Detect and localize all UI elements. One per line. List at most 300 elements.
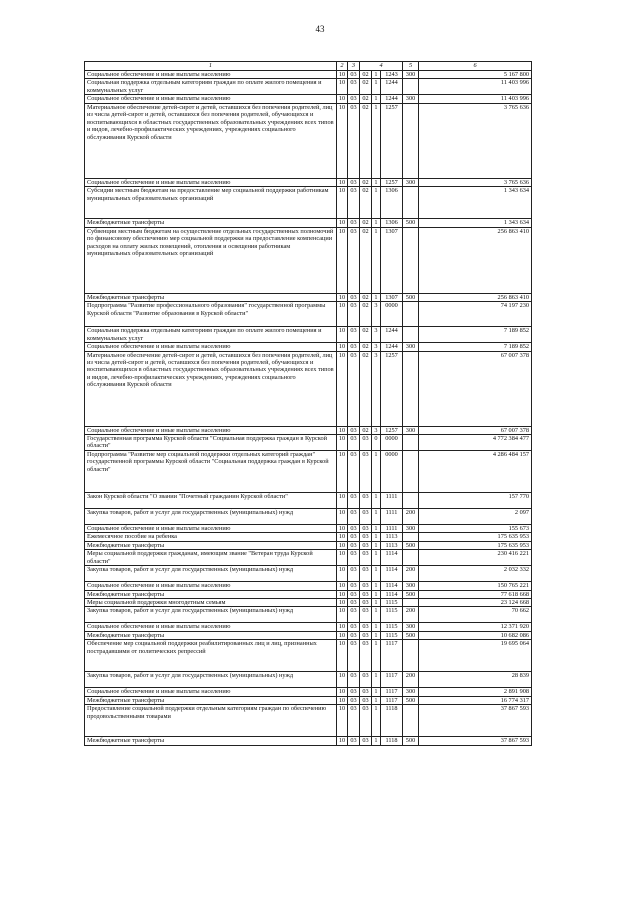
- row-subsection-cell: 03: [348, 737, 360, 745]
- row-program-cell: 02: [360, 327, 372, 343]
- row-subprogram-cell: 1: [372, 293, 381, 301]
- row-amount-cell: 10 682 086: [419, 631, 532, 639]
- row-subsection-cell: 03: [348, 705, 360, 737]
- table-row: [85, 524, 532, 532]
- row-program-cell: 03: [360, 705, 372, 737]
- row-amount-cell: 74 197 230: [419, 302, 532, 327]
- row-subsection-cell: 03: [348, 492, 360, 508]
- row-program-cell: 03: [360, 623, 372, 631]
- row-program-cell: 02: [360, 293, 372, 301]
- row-expense-type-cell: [403, 79, 419, 95]
- row-section-cell: 10: [337, 672, 348, 688]
- row-subsection-cell: 03: [348, 631, 360, 639]
- row-section-cell: 10: [337, 450, 348, 492]
- row-expense-type-cell: 300: [403, 623, 419, 631]
- row-name-cell: Закупка товаров, работ и услуг для государственных (муниципальных) нужд: [85, 672, 337, 688]
- row-direction-cell: 1114: [381, 590, 403, 598]
- row-section-cell: 10: [337, 95, 348, 103]
- row-direction-cell: 0000: [381, 450, 403, 492]
- row-subsection-cell: 03: [348, 71, 360, 79]
- row-subprogram-cell: 1: [372, 533, 381, 541]
- row-subprogram-cell: 1: [372, 187, 381, 219]
- row-section-cell: 10: [337, 219, 348, 227]
- row-subsection-cell: 03: [348, 566, 360, 582]
- row-program-cell: 03: [360, 450, 372, 492]
- row-expense-type-cell: 500: [403, 219, 419, 227]
- row-subprogram-cell: 1: [372, 705, 381, 737]
- row-subprogram-cell: 1: [372, 672, 381, 688]
- row-amount-cell: 11 403 996: [419, 79, 532, 95]
- row-subprogram-cell: 3: [372, 426, 381, 434]
- row-amount-cell: 5 167 800: [419, 71, 532, 79]
- row-name-cell: Предоставление социальной поддержки отдельным категориям граждан по обеспечению продовольственными товарами: [85, 705, 337, 737]
- table-row: [85, 590, 532, 598]
- row-name-cell: Меры социальной поддержки многодетным семьям: [85, 599, 337, 607]
- row-section-cell: 10: [337, 351, 348, 426]
- row-direction-cell: 1118: [381, 737, 403, 745]
- table-row: [85, 178, 532, 186]
- row-amount-cell: 175 635 953: [419, 533, 532, 541]
- row-amount-cell: 2 032 332: [419, 566, 532, 582]
- row-name-cell: Межбюджетные трансферты: [85, 737, 337, 745]
- row-direction-cell: 1117: [381, 688, 403, 696]
- row-program-cell: 03: [360, 541, 372, 549]
- row-subsection-cell: 03: [348, 623, 360, 631]
- row-name-cell: Межбюджетные трансферты: [85, 631, 337, 639]
- row-subprogram-cell: 1: [372, 178, 381, 186]
- row-subsection-cell: 03: [348, 607, 360, 623]
- row-program-cell: 03: [360, 640, 372, 672]
- row-name-cell: Закупка товаров, работ и услуг для государственных (муниципальных) нужд: [85, 508, 337, 524]
- row-subprogram-cell: 3: [372, 327, 381, 343]
- header-cell-name: 1: [85, 62, 337, 71]
- table-row: [85, 103, 532, 178]
- row-name-cell: Субвенции местным бюджетам на осуществление отдельных государственных полномочий по финансовому обеспечению мер социальной поддержки на предоставление компенсации расходов на оплату жилых помещений, отопления и освещения работникам муниципальных образовательных организаций: [85, 227, 337, 293]
- row-amount-cell: 28 839: [419, 672, 532, 688]
- header-cell-subsection: 3: [348, 62, 360, 71]
- row-name-cell: Социальное обеспечение и иные выплаты населению: [85, 524, 337, 532]
- row-expense-type-cell: 200: [403, 672, 419, 688]
- row-subsection-cell: 03: [348, 524, 360, 532]
- table-row: [85, 426, 532, 434]
- row-name-cell: Подпрограмма "Развитие мер социальной поддержки отдельных категорий граждан" государственной программы Курской области "Социальная поддержка граждан в Курской области": [85, 450, 337, 492]
- row-expense-type-cell: [403, 640, 419, 672]
- row-subsection-cell: 03: [348, 178, 360, 186]
- row-program-cell: 02: [360, 103, 372, 178]
- row-amount-cell: 37 867 593: [419, 737, 532, 745]
- table-row: [85, 541, 532, 549]
- row-name-cell: Социальное обеспечение и иные выплаты населению: [85, 426, 337, 434]
- row-name-cell: Закупка товаров, работ и услуг для государственных (муниципальных) нужд: [85, 566, 337, 582]
- row-expense-type-cell: [403, 705, 419, 737]
- row-program-cell: 03: [360, 582, 372, 590]
- row-amount-cell: 3 765 636: [419, 103, 532, 178]
- row-name-cell: Межбюджетные трансферты: [85, 696, 337, 704]
- row-direction-cell: 0000: [381, 434, 403, 450]
- table-row: [85, 327, 532, 343]
- row-subsection-cell: 03: [348, 582, 360, 590]
- row-amount-cell: 12 371 920: [419, 623, 532, 631]
- row-subprogram-cell: 1: [372, 550, 381, 566]
- row-expense-type-cell: 500: [403, 590, 419, 598]
- row-subprogram-cell: 3: [372, 351, 381, 426]
- row-direction-cell: 1115: [381, 623, 403, 631]
- row-program-cell: 03: [360, 631, 372, 639]
- row-amount-cell: 2 097: [419, 508, 532, 524]
- row-expense-type-cell: [403, 302, 419, 327]
- row-subprogram-cell: 0: [372, 434, 381, 450]
- row-name-cell: Социальное обеспечение и иные выплаты населению: [85, 688, 337, 696]
- table-row: [85, 187, 532, 219]
- row-amount-cell: 175 635 953: [419, 541, 532, 549]
- row-section-cell: 10: [337, 607, 348, 623]
- row-subsection-cell: 03: [348, 672, 360, 688]
- table-row: [85, 508, 532, 524]
- table-row: [85, 672, 532, 688]
- row-section-cell: 10: [337, 533, 348, 541]
- row-subsection-cell: 03: [348, 434, 360, 450]
- row-program-cell: 03: [360, 599, 372, 607]
- row-expense-type-cell: 300: [403, 343, 419, 351]
- row-expense-type-cell: [403, 227, 419, 293]
- row-amount-cell: 23 124 668: [419, 599, 532, 607]
- row-name-cell: Закупка товаров, работ и услуг для государственных (муниципальных) нужд: [85, 607, 337, 623]
- row-expense-type-cell: 500: [403, 737, 419, 745]
- row-amount-cell: 256 863 410: [419, 293, 532, 301]
- table-row: [85, 71, 532, 79]
- row-amount-cell: 77 618 668: [419, 590, 532, 598]
- row-direction-cell: 1114: [381, 550, 403, 566]
- table-row: [85, 566, 532, 582]
- budget-table: [84, 61, 532, 746]
- row-expense-type-cell: 200: [403, 508, 419, 524]
- row-subsection-cell: 03: [348, 293, 360, 301]
- row-section-cell: 10: [337, 631, 348, 639]
- row-expense-type-cell: [403, 533, 419, 541]
- row-expense-type-cell: 300: [403, 426, 419, 434]
- row-direction-cell: 1117: [381, 696, 403, 704]
- row-amount-cell: 70 662: [419, 607, 532, 623]
- row-section-cell: 10: [337, 590, 348, 598]
- row-program-cell: 03: [360, 696, 372, 704]
- row-program-cell: 03: [360, 434, 372, 450]
- row-expense-type-cell: [403, 103, 419, 178]
- row-subsection-cell: 03: [348, 696, 360, 704]
- row-section-cell: 10: [337, 688, 348, 696]
- row-section-cell: 10: [337, 524, 348, 532]
- row-section-cell: 10: [337, 187, 348, 219]
- row-program-cell: 03: [360, 590, 372, 598]
- row-subprogram-cell: 1: [372, 227, 381, 293]
- row-amount-cell: 155 673: [419, 524, 532, 532]
- row-amount-cell: 1 343 634: [419, 187, 532, 219]
- row-direction-cell: 0000: [381, 302, 403, 327]
- row-program-cell: 03: [360, 607, 372, 623]
- row-name-cell: Социальное обеспечение и иные выплаты населению: [85, 95, 337, 103]
- row-expense-type-cell: 300: [403, 95, 419, 103]
- row-subsection-cell: 03: [348, 599, 360, 607]
- table-row: [85, 95, 532, 103]
- row-section-cell: 10: [337, 178, 348, 186]
- row-direction-cell: 1244: [381, 343, 403, 351]
- row-amount-cell: 2 891 908: [419, 688, 532, 696]
- row-amount-cell: 150 765 221: [419, 582, 532, 590]
- row-section-cell: 10: [337, 302, 348, 327]
- row-subsection-cell: 03: [348, 227, 360, 293]
- row-section-cell: 10: [337, 227, 348, 293]
- row-direction-cell: 1113: [381, 533, 403, 541]
- row-amount-cell: 7 189 852: [419, 327, 532, 343]
- row-name-cell: Социальное обеспечение и иные выплаты населению: [85, 343, 337, 351]
- row-program-cell: 02: [360, 302, 372, 327]
- row-subsection-cell: 03: [348, 640, 360, 672]
- row-program-cell: 03: [360, 524, 372, 532]
- table-row: [85, 640, 532, 672]
- row-subsection-cell: 03: [348, 541, 360, 549]
- row-section-cell: 10: [337, 599, 348, 607]
- header-cell-expense-type: 5: [403, 62, 419, 71]
- table-row: [85, 293, 532, 301]
- row-subprogram-cell: 1: [372, 219, 381, 227]
- row-amount-cell: 3 765 636: [419, 178, 532, 186]
- row-program-cell: 02: [360, 95, 372, 103]
- row-subsection-cell: 03: [348, 343, 360, 351]
- row-subsection-cell: 03: [348, 450, 360, 492]
- row-direction-cell: 1113: [381, 541, 403, 549]
- row-program-cell: 02: [360, 343, 372, 351]
- budget-table-body: [85, 62, 532, 746]
- row-direction-cell: 1306: [381, 187, 403, 219]
- row-subsection-cell: 03: [348, 508, 360, 524]
- row-section-cell: 10: [337, 705, 348, 737]
- row-direction-cell: 1257: [381, 103, 403, 178]
- row-subprogram-cell: 1: [372, 524, 381, 532]
- row-subprogram-cell: 1: [372, 95, 381, 103]
- row-subprogram-cell: 1: [372, 492, 381, 508]
- row-expense-type-cell: [403, 187, 419, 219]
- row-direction-cell: 1115: [381, 607, 403, 623]
- row-program-cell: 02: [360, 187, 372, 219]
- row-name-cell: Меры социальной поддержки гражданам, имеющим звание "Ветеран труда Курской области": [85, 550, 337, 566]
- row-subsection-cell: 03: [348, 79, 360, 95]
- table-row: [85, 631, 532, 639]
- row-direction-cell: 1115: [381, 631, 403, 639]
- row-subprogram-cell: 1: [372, 623, 381, 631]
- table-row: [85, 450, 532, 492]
- table-row: [85, 79, 532, 95]
- row-amount-cell: 7 189 852: [419, 343, 532, 351]
- row-direction-cell: 1257: [381, 426, 403, 434]
- row-name-cell: Социальное обеспечение и иные выплаты населению: [85, 71, 337, 79]
- row-expense-type-cell: 500: [403, 541, 419, 549]
- header-cell-target-article: 4: [360, 62, 403, 71]
- table-row: [85, 351, 532, 426]
- row-program-cell: 02: [360, 178, 372, 186]
- row-name-cell: Государственная программа Курской области "Социальная поддержка граждан в Курской области": [85, 434, 337, 450]
- row-name-cell: Межбюджетные трансферты: [85, 293, 337, 301]
- row-name-cell: Социальное обеспечение и иные выплаты населению: [85, 582, 337, 590]
- row-section-cell: 10: [337, 508, 348, 524]
- row-amount-cell: 230 416 221: [419, 550, 532, 566]
- row-expense-type-cell: 500: [403, 293, 419, 301]
- row-amount-cell: 37 867 593: [419, 705, 532, 737]
- table-row: [85, 492, 532, 508]
- table-row: [85, 688, 532, 696]
- row-direction-cell: 1114: [381, 582, 403, 590]
- row-subprogram-cell: 1: [372, 590, 381, 598]
- row-name-cell: Межбюджетные трансферты: [85, 590, 337, 598]
- row-direction-cell: 1244: [381, 327, 403, 343]
- row-section-cell: 10: [337, 582, 348, 590]
- row-program-cell: 02: [360, 71, 372, 79]
- row-subprogram-cell: 1: [372, 696, 381, 704]
- row-expense-type-cell: 500: [403, 696, 419, 704]
- row-direction-cell: 1111: [381, 508, 403, 524]
- row-program-cell: 03: [360, 533, 372, 541]
- table-row: [85, 550, 532, 566]
- row-expense-type-cell: 200: [403, 607, 419, 623]
- row-expense-type-cell: 200: [403, 566, 419, 582]
- row-name-cell: Обеспечение мер социальной поддержки реабилитированных лиц и лиц, признанных пострадавшими от политических репрессий: [85, 640, 337, 672]
- row-direction-cell: 1244: [381, 95, 403, 103]
- page-number: 43: [315, 24, 325, 34]
- row-program-cell: 03: [360, 737, 372, 745]
- row-section-cell: 10: [337, 492, 348, 508]
- row-section-cell: 10: [337, 426, 348, 434]
- row-expense-type-cell: 300: [403, 71, 419, 79]
- row-program-cell: 02: [360, 227, 372, 293]
- row-subprogram-cell: 1: [372, 737, 381, 745]
- table-row: [85, 607, 532, 623]
- row-program-cell: 03: [360, 672, 372, 688]
- row-section-cell: 10: [337, 696, 348, 704]
- row-direction-cell: 1111: [381, 492, 403, 508]
- row-name-cell: Субсидии местным бюджетам на предоставление мер социальной поддержки работникам муниципальных образовательных организаций: [85, 187, 337, 219]
- row-expense-type-cell: [403, 351, 419, 426]
- row-subprogram-cell: 3: [372, 302, 381, 327]
- header-cell-section: 2: [337, 62, 348, 71]
- table-row: [85, 533, 532, 541]
- row-subprogram-cell: 1: [372, 566, 381, 582]
- row-section-cell: 10: [337, 103, 348, 178]
- row-name-cell: Материальное обеспечение детей-сирот и детей, оставшихся без попечения родителей, лиц из числа детей-сирот и детей, оставшихся без попечения родителей, обучающихся и воспитывающихся в областных государственных образовательных учреждениях всех типов и видов, лечебно-профилактических учреждениях, учреждениях социального обслуживания Курской области: [85, 103, 337, 178]
- row-subprogram-cell: 1: [372, 582, 381, 590]
- row-expense-type-cell: 300: [403, 688, 419, 696]
- row-subprogram-cell: 1: [372, 640, 381, 672]
- table-row: [85, 696, 532, 704]
- row-amount-cell: 4 772 384 477: [419, 434, 532, 450]
- row-expense-type-cell: [403, 550, 419, 566]
- row-direction-cell: 1306: [381, 219, 403, 227]
- row-expense-type-cell: 300: [403, 524, 419, 532]
- row-amount-cell: 157 770: [419, 492, 532, 508]
- row-subprogram-cell: 1: [372, 508, 381, 524]
- row-name-cell: Материальное обеспечение детей-сирот и детей, оставшихся без попечения родителей, лиц из числа детей-сирот и детей, оставшихся без попечения родителей, обучающихся и воспитывающихся в областных государственных образовательных учреждениях всех типов и видов, лечебно-профилактических учреждениях, учреждениях социального обслуживания Курской области: [85, 351, 337, 426]
- row-name-cell: Социальное обеспечение и иные выплаты населению: [85, 623, 337, 631]
- row-section-cell: 10: [337, 327, 348, 343]
- row-expense-type-cell: 300: [403, 178, 419, 186]
- row-section-cell: 10: [337, 343, 348, 351]
- row-subprogram-cell: 1: [372, 79, 381, 95]
- table-row: [85, 705, 532, 737]
- row-direction-cell: 1307: [381, 227, 403, 293]
- row-direction-cell: 1257: [381, 178, 403, 186]
- row-program-cell: 03: [360, 688, 372, 696]
- row-amount-cell: 1 343 634: [419, 219, 532, 227]
- row-section-cell: 10: [337, 434, 348, 450]
- row-program-cell: 03: [360, 492, 372, 508]
- row-program-cell: 03: [360, 566, 372, 582]
- table-row: [85, 599, 532, 607]
- table-row: [85, 582, 532, 590]
- row-program-cell: 02: [360, 351, 372, 426]
- row-name-cell: Социальная поддержка отдельным категориям граждан по оплате жилого помещения и коммунальных услуг: [85, 79, 337, 95]
- row-direction-cell: 1111: [381, 524, 403, 532]
- row-subsection-cell: 03: [348, 351, 360, 426]
- row-direction-cell: 1244: [381, 79, 403, 95]
- row-expense-type-cell: [403, 434, 419, 450]
- row-expense-type-cell: 300: [403, 582, 419, 590]
- row-direction-cell: 1257: [381, 351, 403, 426]
- row-direction-cell: 1117: [381, 672, 403, 688]
- table-row: [85, 623, 532, 631]
- row-amount-cell: 256 863 410: [419, 227, 532, 293]
- row-name-cell: Ежемесячное пособие на ребенка: [85, 533, 337, 541]
- row-subsection-cell: 03: [348, 590, 360, 598]
- row-subprogram-cell: 1: [372, 599, 381, 607]
- row-section-cell: 10: [337, 737, 348, 745]
- row-section-cell: 10: [337, 566, 348, 582]
- row-amount-cell: 16 774 317: [419, 696, 532, 704]
- row-name-cell: Закон Курской области "О звании "Почетный гражданин Курской области": [85, 492, 337, 508]
- row-program-cell: 02: [360, 219, 372, 227]
- row-subsection-cell: 03: [348, 327, 360, 343]
- row-section-cell: 10: [337, 550, 348, 566]
- row-amount-cell: 67 007 378: [419, 426, 532, 434]
- row-amount-cell: 67 007 378: [419, 351, 532, 426]
- row-subsection-cell: 03: [348, 103, 360, 178]
- row-direction-cell: 1118: [381, 705, 403, 737]
- row-name-cell: Межбюджетные трансферты: [85, 219, 337, 227]
- row-name-cell: Социальная поддержка отдельным категориям граждан по оплате жилого помещения и коммунальных услуг: [85, 327, 337, 343]
- row-program-cell: 02: [360, 79, 372, 95]
- row-expense-type-cell: 500: [403, 631, 419, 639]
- row-section-cell: 10: [337, 71, 348, 79]
- row-section-cell: 10: [337, 623, 348, 631]
- row-subsection-cell: 03: [348, 187, 360, 219]
- row-direction-cell: 1115: [381, 599, 403, 607]
- row-subprogram-cell: 1: [372, 71, 381, 79]
- row-subprogram-cell: 3: [372, 343, 381, 351]
- row-section-cell: 10: [337, 541, 348, 549]
- table-row: [85, 737, 532, 745]
- row-subprogram-cell: 1: [372, 541, 381, 549]
- table-row: [85, 434, 532, 450]
- row-subsection-cell: 03: [348, 95, 360, 103]
- row-name-cell: Социальное обеспечение и иные выплаты населению: [85, 178, 337, 186]
- row-amount-cell: 19 695 064: [419, 640, 532, 672]
- header-row: [85, 62, 532, 71]
- row-section-cell: 10: [337, 640, 348, 672]
- row-direction-cell: 1114: [381, 566, 403, 582]
- row-direction-cell: 1117: [381, 640, 403, 672]
- row-subsection-cell: 03: [348, 550, 360, 566]
- row-subprogram-cell: 1: [372, 631, 381, 639]
- row-subsection-cell: 03: [348, 533, 360, 541]
- row-program-cell: 03: [360, 508, 372, 524]
- row-direction-cell: 1243: [381, 71, 403, 79]
- row-amount-cell: 11 403 996: [419, 95, 532, 103]
